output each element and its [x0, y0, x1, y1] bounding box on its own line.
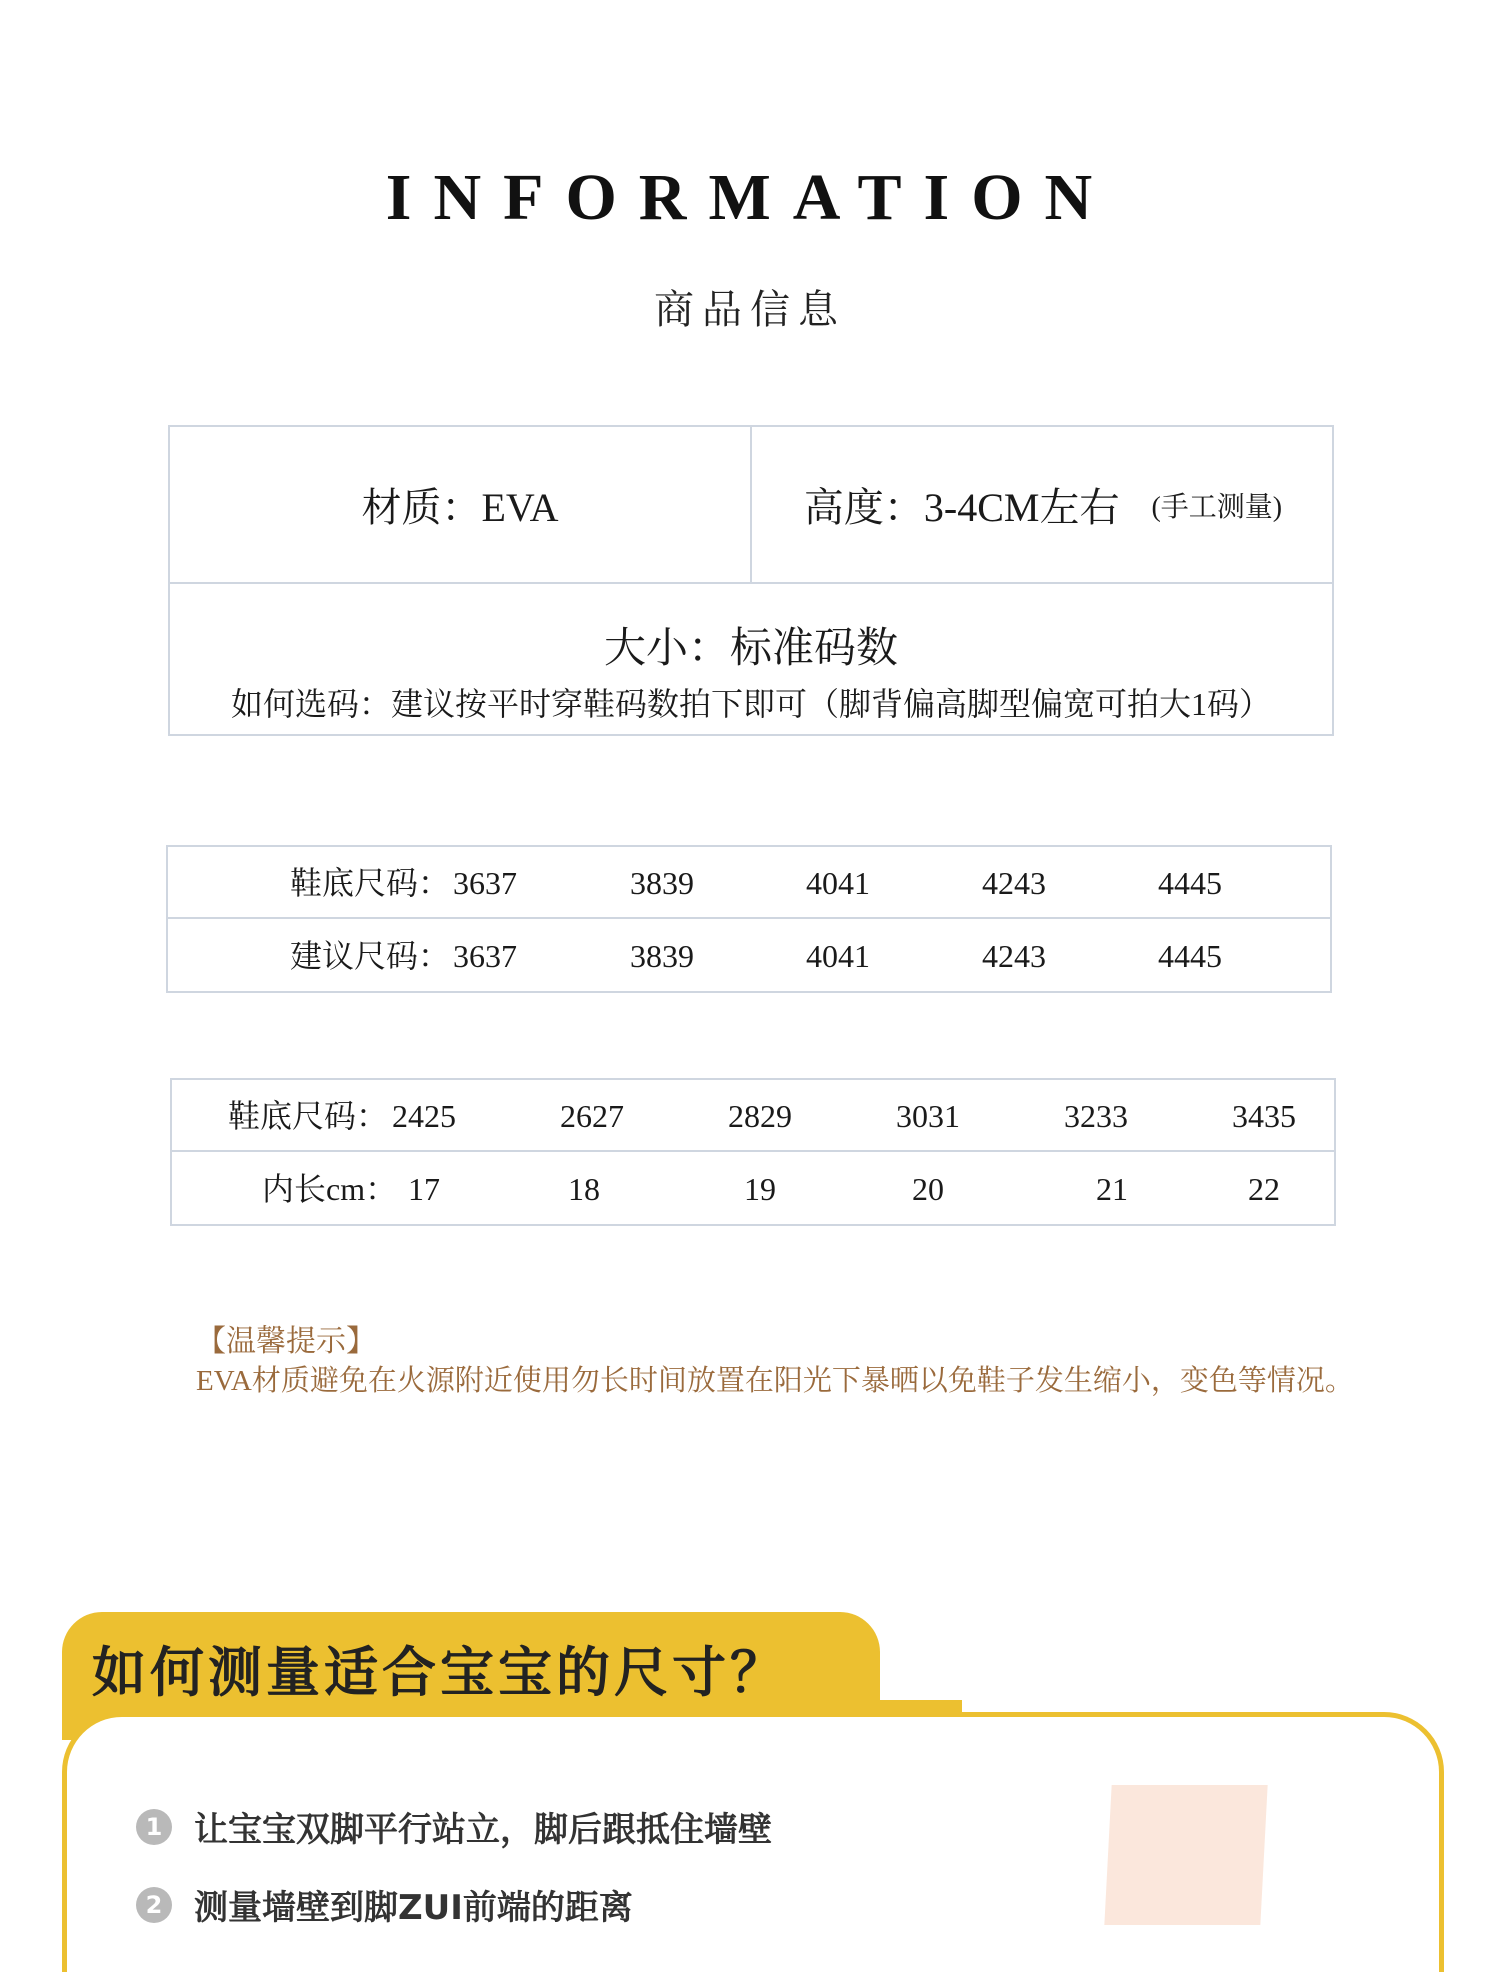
foot-illustration [1104, 1785, 1267, 1925]
size-value: 4041 [806, 938, 870, 974]
size-value: 2829 [728, 1098, 792, 1134]
size-value: 4041 [806, 865, 870, 901]
size-value: 2627 [560, 1098, 624, 1134]
page-subtitle: 商品信息 [654, 287, 846, 333]
measure-step-1 [136, 1802, 772, 1851]
warm-tip-text: EVA材质避免在火源附近使用勿长时间放置在阳光下暴晒以免鞋子发生缩小，变色等情况。 [196, 1365, 1354, 1397]
warm-tip-heading: 【温馨提示】 [196, 1324, 376, 1359]
measure-step-2 [136, 1880, 633, 1929]
table-row [168, 847, 1330, 919]
size-value: 3637 [453, 938, 517, 974]
row-label: 内长cm： [262, 1171, 398, 1207]
size-value: 3435 [1232, 1098, 1296, 1134]
material-cell [170, 427, 752, 582]
row-label: 建议尺码： [290, 938, 451, 974]
size-value: 3839 [630, 938, 694, 974]
table-row [172, 1153, 1334, 1225]
length-value: 19 [744, 1171, 776, 1207]
height-text: 高度：3-4CM左右 [803, 485, 1120, 530]
size-title: 大小：标准码数 [603, 626, 898, 672]
row-label: 鞋底尺码： [290, 865, 451, 901]
length-value: 21 [1096, 1171, 1128, 1207]
length-value: 18 [568, 1171, 600, 1207]
size-value: 3637 [453, 865, 517, 901]
size-value: 4243 [982, 865, 1046, 901]
table-row [172, 1080, 1334, 1152]
size-value: 4445 [1158, 865, 1222, 901]
page-title: INFORMATION [385, 161, 1115, 234]
size-value: 3031 [896, 1098, 960, 1134]
size-table-adult [166, 845, 1332, 993]
size-value: 4445 [1158, 938, 1222, 974]
height-cell [752, 427, 1334, 582]
size-tip: 如何选码：建议按平时穿鞋码数拍下即可（脚背偏高脚型偏宽可拍大1码） [230, 686, 1271, 722]
size-table-kids [170, 1078, 1336, 1226]
table-row [168, 920, 1330, 992]
size-value: 4243 [982, 938, 1046, 974]
material-text: 材质：EVA [361, 485, 559, 530]
length-value: 17 [408, 1171, 440, 1207]
size-value: 3839 [630, 865, 694, 901]
step-text: 测量墙壁到脚ZUI前端的距离 [194, 1888, 633, 1928]
row-label: 鞋底尺码： [228, 1098, 389, 1134]
product-info-box [168, 425, 1334, 736]
info-row-top [170, 427, 1332, 584]
length-value: 22 [1248, 1171, 1280, 1207]
measure-title: 如何测量适合宝宝的尺寸？ [92, 1641, 788, 1704]
size-value: 2425 [392, 1098, 456, 1134]
height-note: (手工测量) [1151, 491, 1283, 523]
step-number-icon: 2 [136, 1887, 172, 1923]
length-value: 20 [912, 1171, 944, 1207]
step-number-icon: 1 [136, 1809, 172, 1845]
step-text: 让宝宝双脚平行站立，脚后跟抵住墙壁 [194, 1810, 772, 1850]
size-value: 3233 [1064, 1098, 1128, 1134]
